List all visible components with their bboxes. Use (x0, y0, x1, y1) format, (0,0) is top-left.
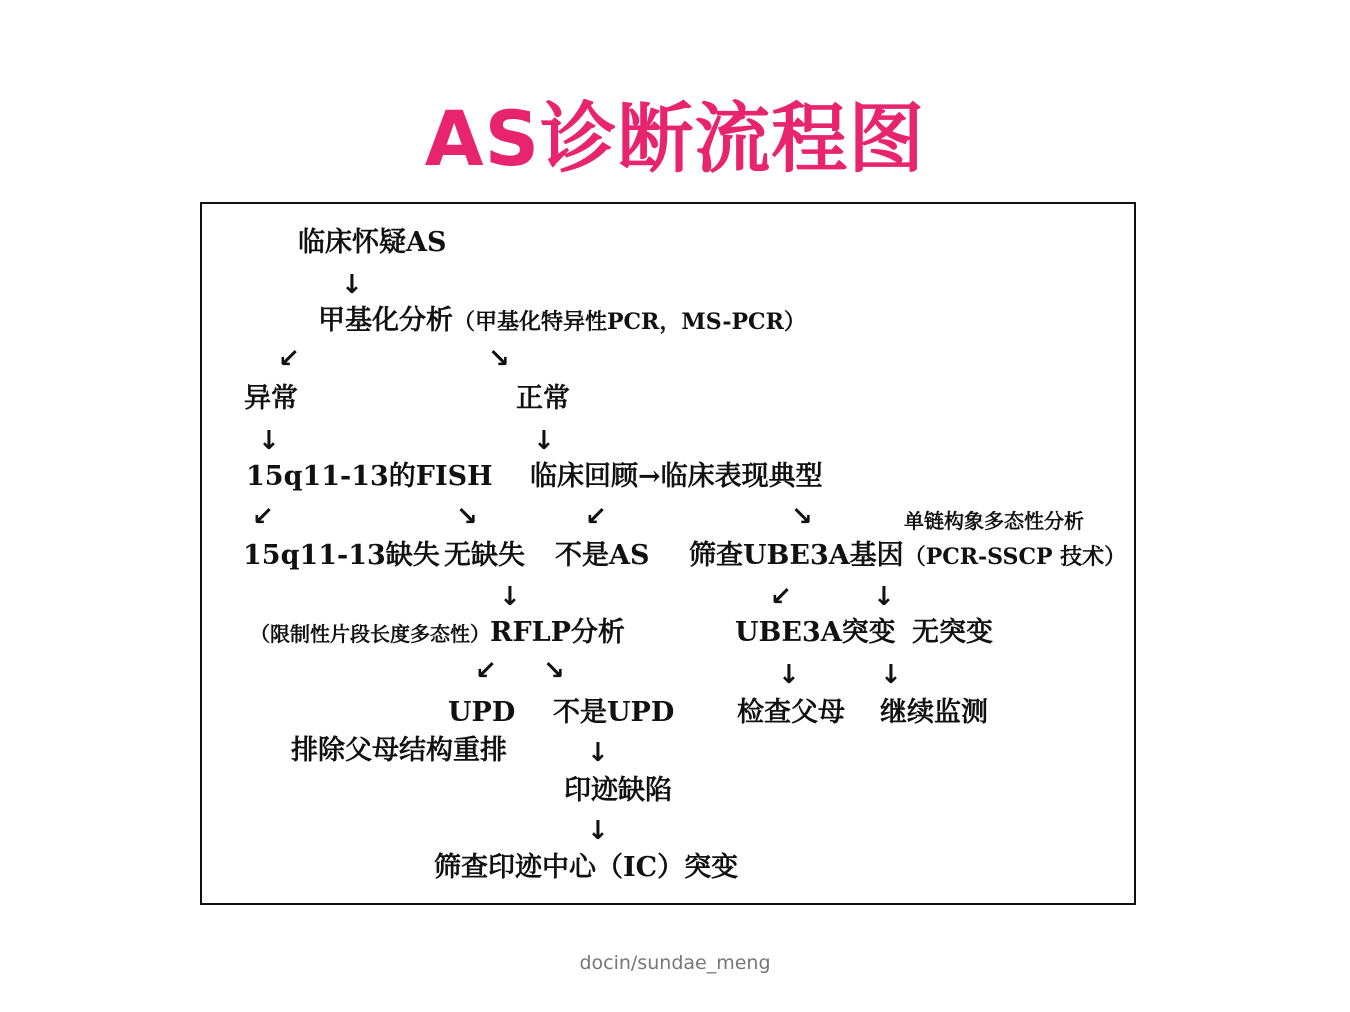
arrow-down-icon: ↓ (778, 660, 800, 690)
node-ube3a-mutation: UBE3A突变 (735, 617, 896, 648)
node-rflp (250, 618, 625, 649)
arrow-down-left-icon: ↙ (770, 582, 792, 612)
arrow-down-icon: ↓ (258, 426, 280, 456)
arrow-down-icon: ↓ (499, 582, 521, 612)
arrow-down-icon: ↓ (880, 660, 902, 690)
arrow-down-right-icon: ↘ (488, 344, 510, 374)
node-normal: 正常 (516, 383, 570, 414)
node-screen-ube3a (689, 541, 1126, 572)
methylation-note: （甲基化特异性PCR，MS-PCR） (453, 309, 806, 335)
arrow-down-icon: ↓ (873, 582, 895, 612)
node-fish: 15q11-13的FISH (246, 461, 493, 492)
arrow-down-icon: ↓ (341, 270, 363, 300)
node-sscp-label: 单链构象多态性分析 (904, 509, 1084, 533)
watermark-footer: docin/sundae_meng (579, 952, 771, 974)
page-title: AS诊断流程图 (424, 94, 926, 183)
node-imprinting-defect: 印迹缺陷 (564, 775, 672, 806)
node-not-upd: 不是UPD (553, 697, 675, 728)
node-continue-monitoring: 继续监测 (880, 697, 988, 728)
arrow-down-icon: ↓ (587, 738, 609, 768)
rflp-label: RFLP分析 (490, 617, 625, 648)
arrow-down-left-icon: ↙ (585, 502, 607, 532)
node-no-deletion: 无缺失 (444, 540, 525, 571)
arrow-down-left-icon: ↙ (252, 502, 274, 532)
methylation-label: 甲基化分析 (318, 305, 453, 336)
arrow-down-right-icon: ↘ (791, 502, 813, 532)
arrow-down-icon: ↓ (587, 816, 609, 846)
arrow-down-left-icon: ↙ (278, 344, 300, 374)
node-clinical-suspicion: 临床怀疑AS (298, 227, 447, 258)
node-abnormal: 异常 (244, 383, 298, 414)
arrow-down-icon: ↓ (533, 426, 555, 456)
node-no-mutation: 无突变 (912, 617, 993, 648)
rflp-note: （限制性片段长度多态性） (250, 622, 490, 646)
arrow-down-left-icon: ↙ (475, 656, 497, 686)
screen-ube3a-label: 筛查UBE3A基因 (689, 540, 904, 571)
node-not-as: 不是AS (555, 540, 650, 571)
node-deletion: 15q11-13缺失 (243, 540, 440, 571)
node-upd-note: 排除父母结构重排 (291, 735, 507, 766)
node-methylation-analysis (318, 306, 806, 337)
arrow-down-right-icon: ↘ (543, 656, 565, 686)
node-upd: UPD (448, 697, 516, 728)
node-clinical-review: 临床回顾→临床表现典型 (530, 461, 823, 492)
node-check-parents: 检查父母 (737, 697, 845, 728)
arrow-down-right-icon: ↘ (456, 502, 478, 532)
node-screen-ic: 筛查印迹中心（IC）突变 (434, 852, 739, 883)
sscp-method: （PCR-SSCP 技术） (903, 544, 1127, 570)
